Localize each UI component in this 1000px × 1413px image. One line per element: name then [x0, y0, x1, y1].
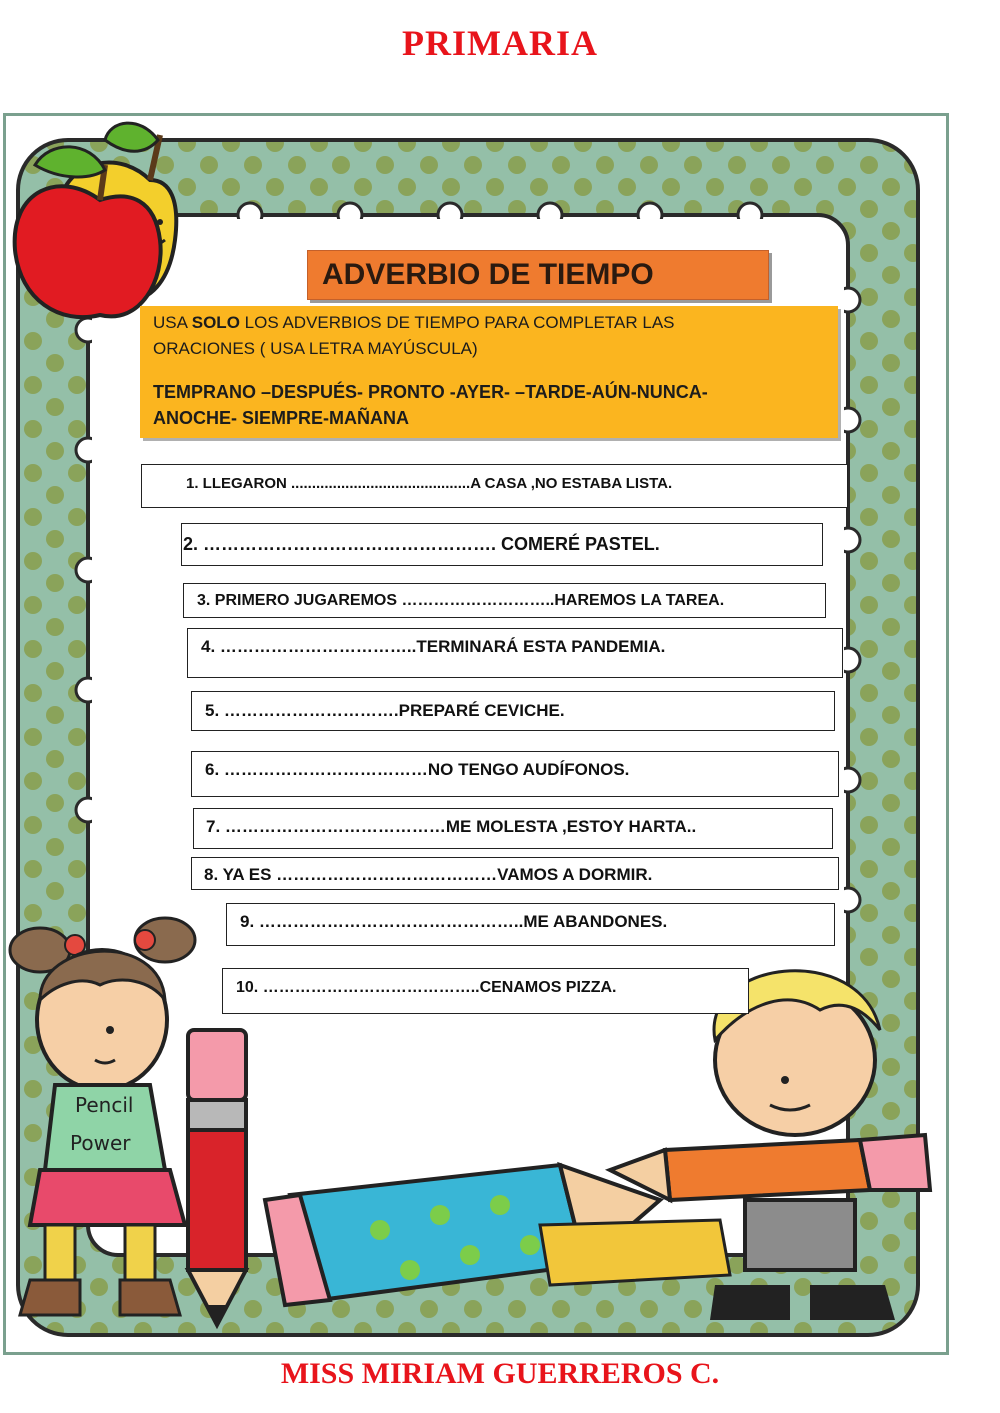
word-bank-line-2: ANOCHE- SIEMPRE-MAÑANA — [153, 408, 409, 428]
author-footer: MISS MIRIAM GUERREROS C. — [280, 1357, 720, 1390]
page-title: PRIMARIA — [402, 23, 598, 63]
red-pencil-icon — [188, 1030, 246, 1325]
sentence-row-6[interactable]: 6. ………………………………NO TENGO AUDÍFONOS. — [191, 751, 839, 797]
sentence-row-9[interactable]: 9. ………………………………………..ME ABANDONES. — [226, 903, 835, 946]
sentence-row-7[interactable]: 7. …………………………………ME MOLESTA ,ESTOY HARTA.. — [193, 808, 833, 849]
sentence-row-4[interactable]: 4. ……………………………..TERMINARÁ ESTA PANDEMIA. — [187, 628, 843, 678]
instruction-line-2: ORACIONES ( USA LETRA MAYÚSCULA) — [153, 339, 478, 358]
sentence-row-8[interactable]: 8. YA ES …………………………………VAMOS A DORMIR. — [191, 857, 839, 890]
instructions-box — [140, 306, 838, 438]
sentence-row-10[interactable]: 10. …………………………………..CENAMOS PIZZA. — [222, 968, 749, 1014]
word-bank-line-1: TEMPRANO –DESPUÉS- PRONTO -AYER- –TARDE-AÚN-NUNCA- — [153, 382, 708, 402]
worksheet-title-box — [307, 250, 769, 300]
instruction-line-1: USA SOLO LOS ADVERBIOS DE TIEMPO PARA COMPLETAR LAS — [153, 313, 675, 332]
sentence-row-1[interactable]: 1. LLEGARON ...........................................A CASA ,NO ESTABA LISTA. — [141, 464, 848, 508]
shirt-text-line2: Power — [70, 1131, 131, 1155]
sentence-row-5[interactable]: 5. ………………………….PREPARÉ CEVICHE. — [191, 691, 835, 731]
sentence-row-3[interactable]: 3. PRIMERO JUGAREMOS ………………………..HAREMOS LA TAREA. — [183, 583, 826, 618]
worksheet-title: ADVERBIO DE TIEMPO — [322, 258, 654, 291]
shirt-text-line1: Pencil — [75, 1093, 134, 1117]
sentence-row-2[interactable]: 2. …………………………………………. COMERÉ PASTEL. — [181, 523, 823, 566]
